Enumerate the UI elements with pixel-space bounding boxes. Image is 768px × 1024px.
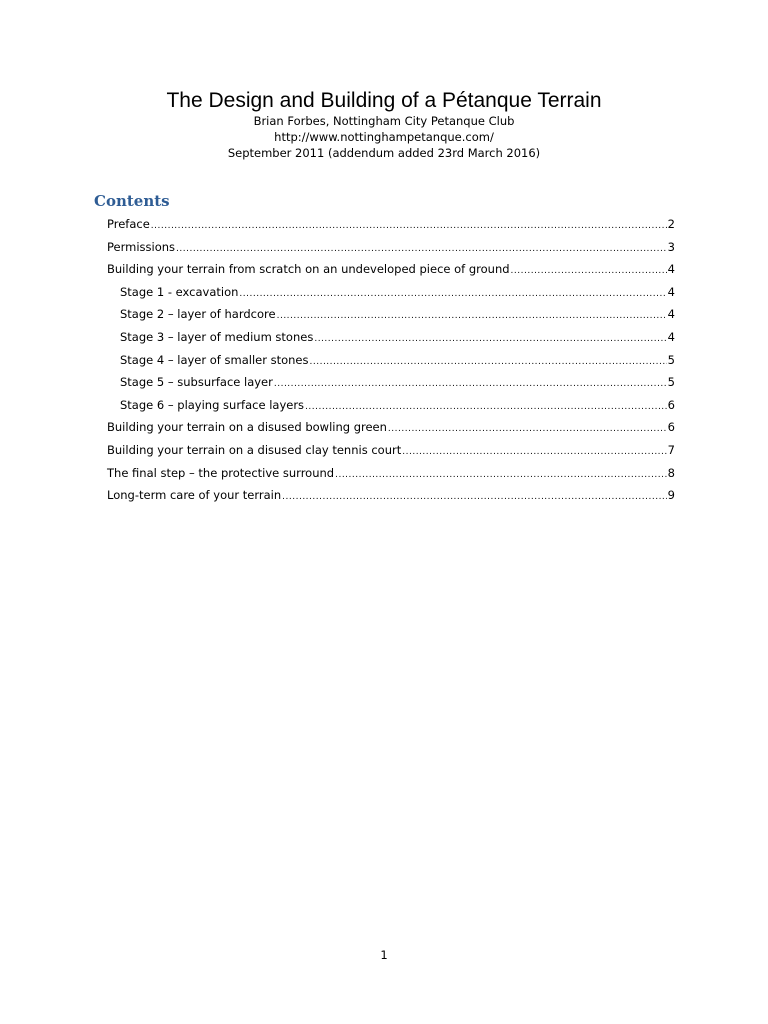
url-line: http://www.nottinghampetanque.com/ [274, 130, 494, 144]
toc-dot-leader [176, 240, 667, 258]
toc-entry[interactable] [107, 283, 675, 306]
toc-entry-page[interactable]: 6 [667, 420, 675, 435]
toc-entry-page[interactable]: 4 [667, 329, 675, 344]
toc-dot-leader [335, 466, 667, 484]
toc-entry-label[interactable]: Permissions [107, 239, 176, 254]
toc-entry-label[interactable]: Building your terrain on a disused bowling green [107, 420, 387, 435]
toc-entry-page[interactable]: 5 [667, 352, 675, 367]
toc-entry-label[interactable]: Stage 3 – layer of medium stones [120, 329, 314, 344]
toc-entry-page[interactable]: 8 [667, 465, 675, 480]
toc-entry[interactable] [107, 486, 675, 509]
toc-dot-leader [305, 398, 667, 416]
toc-entry-label[interactable]: Preface [107, 217, 150, 231]
toc-entry-label[interactable]: Long-term care of your terrain [107, 488, 282, 503]
toc-entry[interactable] [107, 396, 675, 419]
toc-entry-label[interactable]: Stage 5 – subsurface layer [120, 375, 273, 390]
author-line: Brian Forbes, Nottingham City Petanque Club [253, 114, 515, 128]
toc-entry-page[interactable]: 4 [667, 284, 675, 299]
toc-entry[interactable] [107, 305, 675, 328]
document-title: The Design and Building of a Pétanque Terrain [166, 89, 602, 112]
toc-entry-page[interactable]: 6 [667, 397, 675, 412]
table-of-contents [107, 215, 675, 509]
toc-dot-leader [239, 285, 666, 303]
toc-entry-page[interactable]: 5 [667, 375, 675, 390]
page-number: 1 [380, 948, 388, 962]
toc-dot-leader [310, 353, 667, 371]
toc-entry[interactable] [107, 260, 675, 283]
toc-entry[interactable] [107, 464, 675, 487]
toc-entry[interactable] [107, 373, 675, 396]
toc-entry[interactable] [107, 238, 675, 261]
toc-entry[interactable] [107, 328, 675, 351]
toc-entry-page[interactable]: 2 [667, 217, 675, 231]
toc-entry-page[interactable]: 4 [667, 262, 675, 277]
toc-entry-page[interactable]: 7 [667, 442, 675, 457]
toc-entry[interactable] [107, 441, 675, 464]
toc-entry-page[interactable]: 4 [667, 307, 675, 322]
toc-entry-label[interactable]: Stage 2 – layer of hardcore [120, 307, 276, 322]
toc-entry[interactable] [107, 351, 675, 374]
toc-entry-page[interactable]: 3 [667, 239, 675, 254]
toc-dot-leader [282, 488, 667, 506]
toc-entry-page[interactable]: 9 [667, 488, 675, 503]
toc-dot-leader [511, 262, 667, 280]
toc-entry-label[interactable]: Stage 6 – playing surface layers [120, 397, 305, 412]
date-line: September 2011 (addendum added 23rd March 2016) [227, 146, 541, 160]
toc-dot-leader [314, 330, 666, 348]
toc-dot-leader [151, 217, 667, 235]
toc-entry-label[interactable]: Stage 4 – layer of smaller stones [120, 352, 309, 367]
toc-dot-leader [274, 375, 667, 393]
contents-heading: Contents [94, 192, 170, 210]
toc-entry[interactable] [107, 215, 675, 238]
toc-dot-leader [402, 443, 666, 461]
toc-entry-label[interactable]: Building your terrain on a disused clay tennis court [107, 442, 402, 457]
toc-entry-label[interactable]: Building your terrain from scratch on an undeveloped piece of ground [107, 262, 510, 277]
toc-dot-leader [388, 420, 667, 438]
toc-dot-leader [277, 307, 667, 325]
toc-entry[interactable] [107, 418, 675, 441]
toc-entry-label[interactable]: The final step – the protective surround [107, 465, 335, 480]
toc-entry-label[interactable]: Stage 1 - excavation [120, 284, 239, 299]
